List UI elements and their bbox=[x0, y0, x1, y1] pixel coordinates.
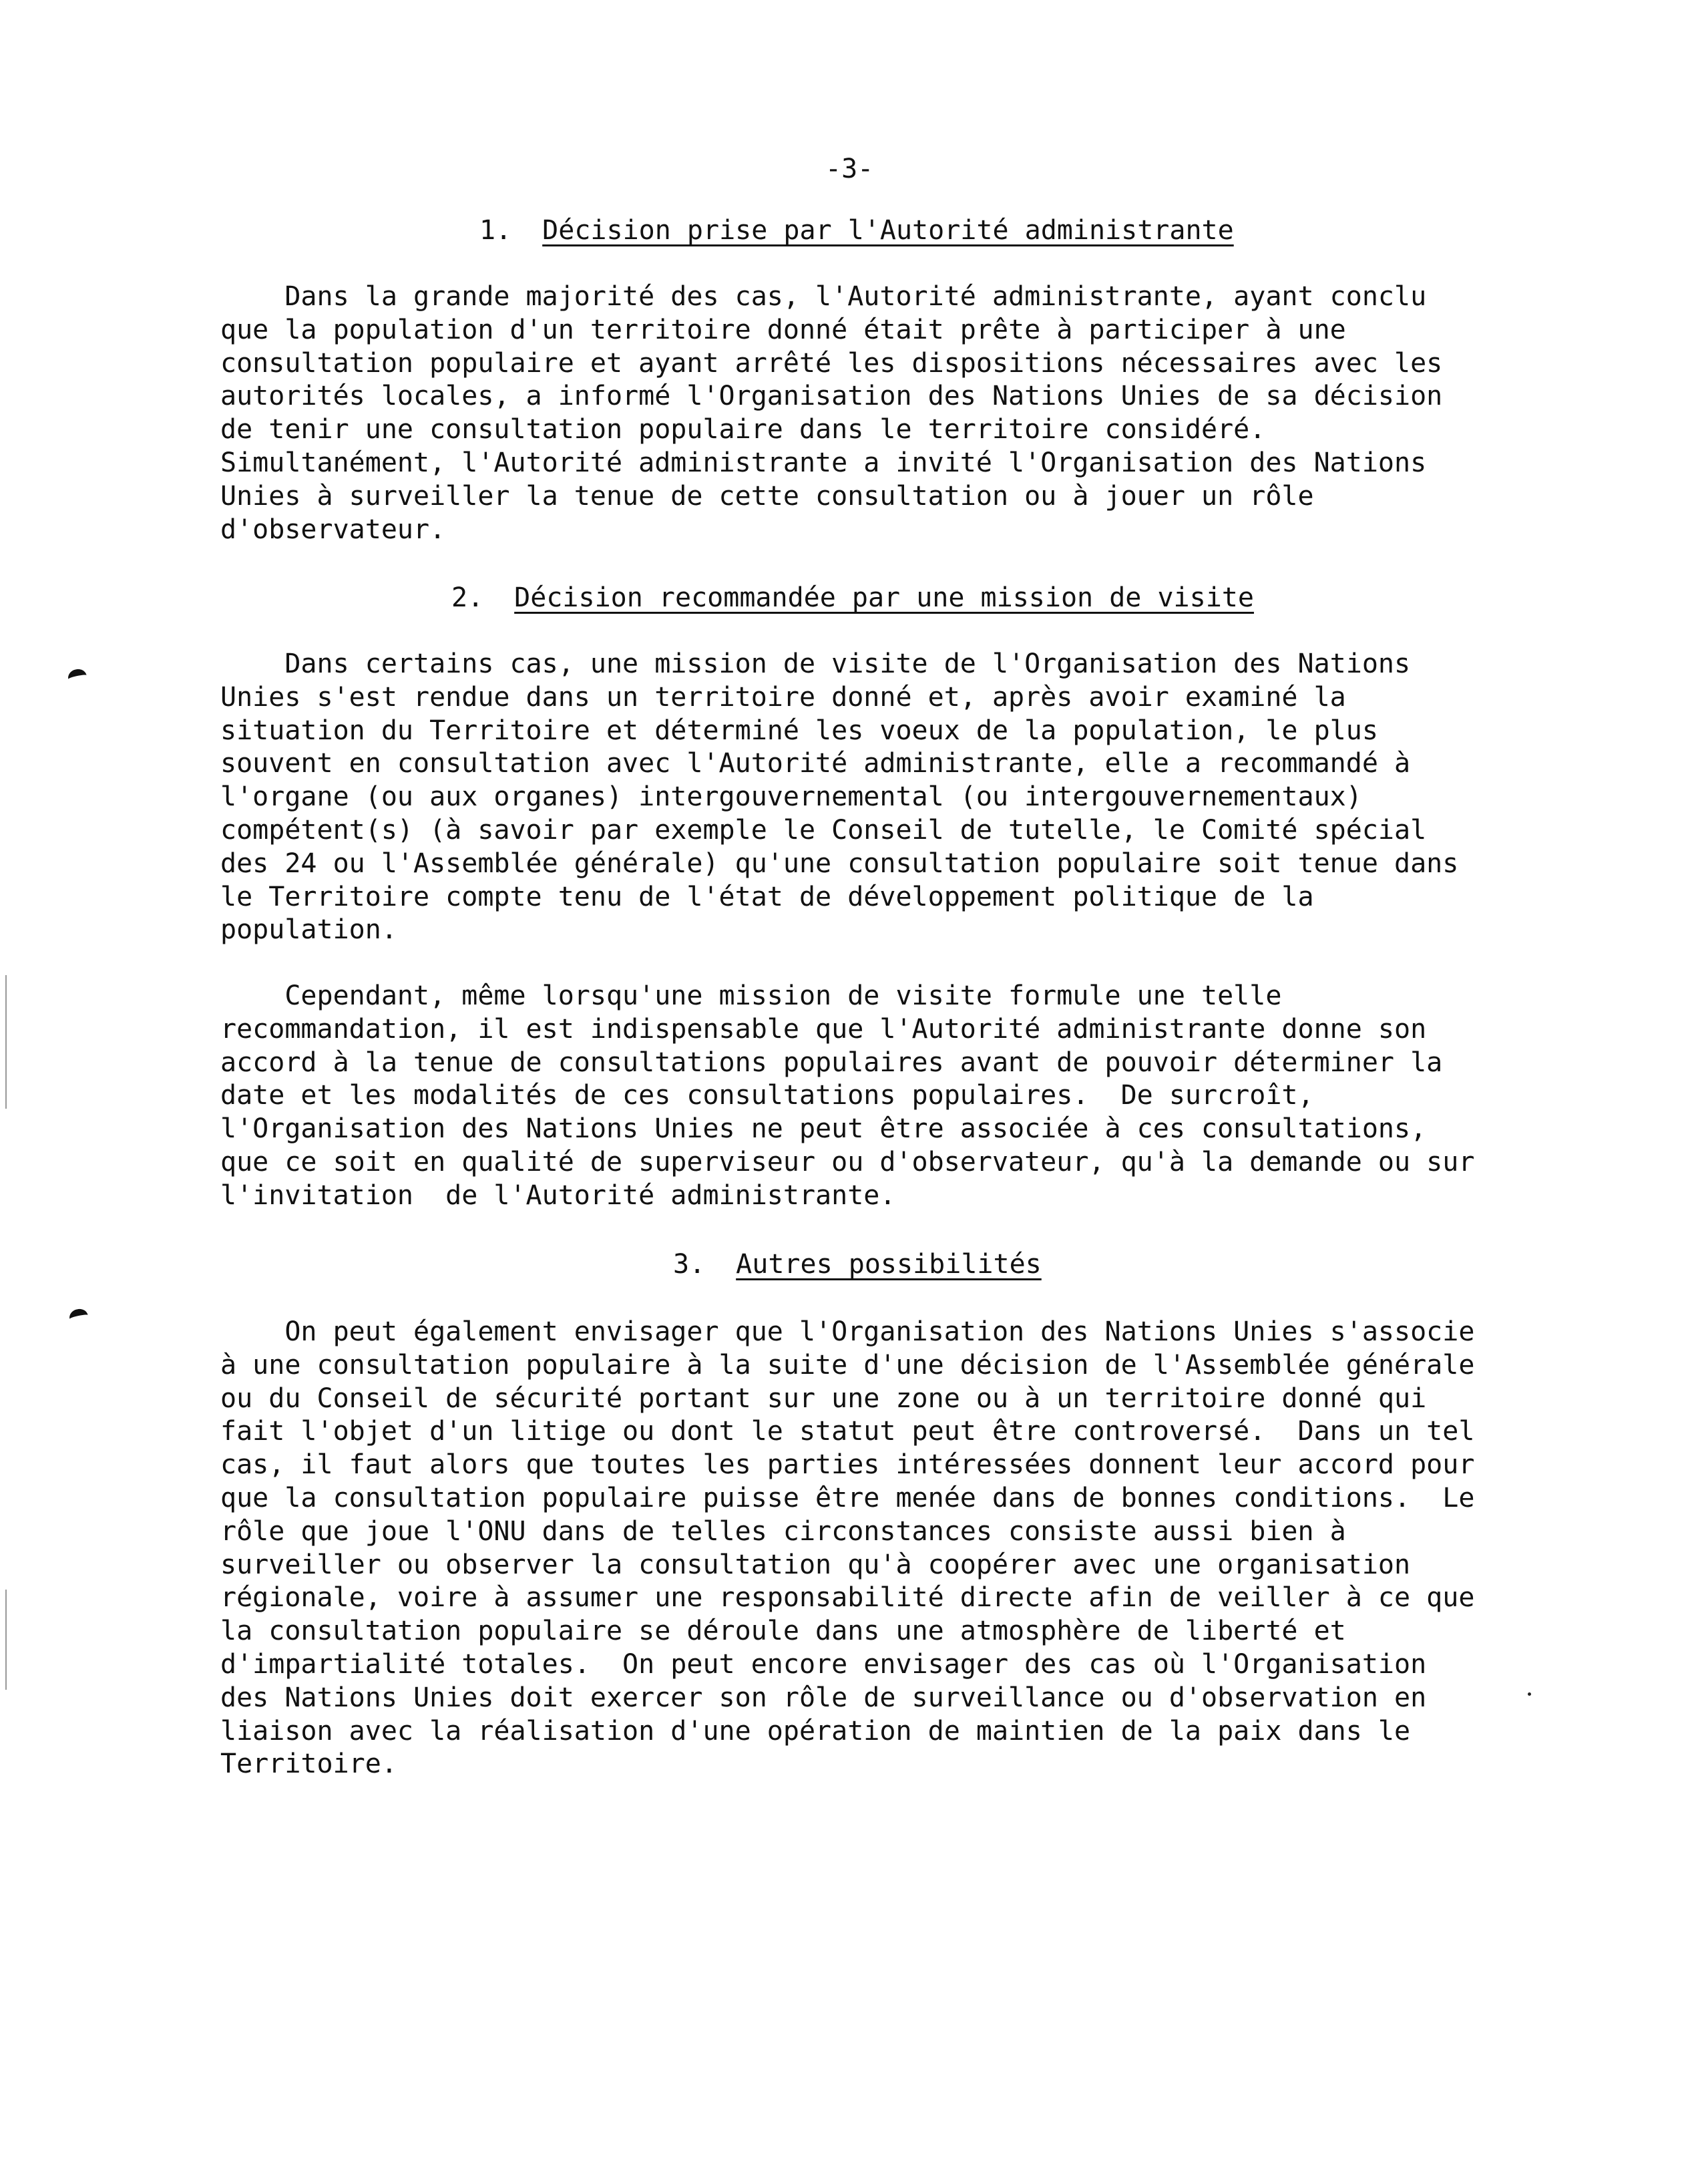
section-3-title: Autres possibilités bbox=[736, 1249, 1042, 1280]
scan-mark-2 bbox=[68, 1307, 89, 1326]
page-number: -3- bbox=[825, 154, 874, 184]
scan-mark-1 bbox=[67, 667, 88, 687]
scan-speck bbox=[1528, 1692, 1531, 1696]
section-3-heading bbox=[673, 1248, 1042, 1281]
section-2-heading bbox=[451, 581, 1254, 614]
scan-edge-line-2 bbox=[5, 1590, 7, 1690]
section-3-number: 3. bbox=[673, 1249, 706, 1280]
section-2-paragraph-2: Cependant, même lorsqu'une mission de visite formule une telle recommandation, il est indispensable que l'Autorité administrante donne son accord à la tenue de consultations populaires avant de pouvoir déterminer la date et les modalités de ces consultations populaires. De surcroît, l'Organisation des Nations Unies ne peut être associée à ces consultations, que ce soit en qualité de superviseur ou d'observateur, qu'à la demande ou sur l'invitation de l'Autorité administrante. bbox=[220, 980, 1475, 1211]
section-1-number: 1. bbox=[479, 215, 512, 246]
section-2-paragraph-1: Dans certains cas, une mission de visite de l'Organisation des Nations Unies s'est rendue dans un territoire donné et, après avoir examiné la situation du Territoire et déterminé les voeux de la population, le plus souvent en consultation avec l'Autorité administrante, elle a recommandé à l'organe (ou aux organes) intergouvernemental (ou intergouvernementaux) compétent(s) (à savoir par exemple le Conseil de tutelle, le Comité spécial des 24 ou l'Assemblée générale) qu'une consultation populaire soit tenue dans le Territoire compte tenu de l'état de développement politique de la population. bbox=[220, 649, 1459, 946]
section-1-paragraph-1: Dans la grande majorité des cas, l'Autorité administrante, ayant conclu que la population d'un territoire donné était prête à participer à une consultation populaire et ayant arrêté les dispositions nécessaires avec les autorités locales, a informé l'Organisation des Nations Unies de sa décision de tenir une consultation populaire dans le territoire considéré. Simultanément, l'Autorité administrante a invité l'Organisation des Nations Unies à surveiller la tenue de cette consultation ou à jouer un rôle d'observateur. bbox=[220, 281, 1443, 545]
scan-edge-line-1 bbox=[5, 975, 7, 1109]
section-1-title: Décision prise par l'Autorité administrante bbox=[542, 215, 1234, 246]
section-3-paragraph-1: On peut également envisager que l'Organisation des Nations Unies s'associe à une consultation populaire à la suite d'une décision de l'Assemblée générale ou du Conseil de sécurité portant sur une zone ou à un territoire donné qui fait l'objet d'un litige ou dont le statut peut être controversé. Dans un tel cas, il faut alors que toutes les parties intéressées donnent leur accord pour que la consultation populaire puisse être menée dans de bonnes conditions. Le rôle que joue l'ONU dans de telles circonstances consiste aussi bien à surveiller ou observer la consultation qu'à coopérer avec une organisation régionale, voire à assumer une responsabilité directe afin de veiller à ce que la consultation populaire se déroule dans une atmosphère de liberté et d'impartialité totales. On peut encore envisager des cas où l'Organisation des Nations Unies doit exercer son rôle de surveillance ou d'observation en liaison avec la réalisation d'une opération de maintien de la paix dans le Territoire. bbox=[220, 1316, 1475, 1780]
section-2-number: 2. bbox=[451, 582, 484, 613]
section-1-heading bbox=[479, 214, 1234, 247]
section-2-title: Décision recommandée par une mission de visite bbox=[514, 582, 1254, 613]
